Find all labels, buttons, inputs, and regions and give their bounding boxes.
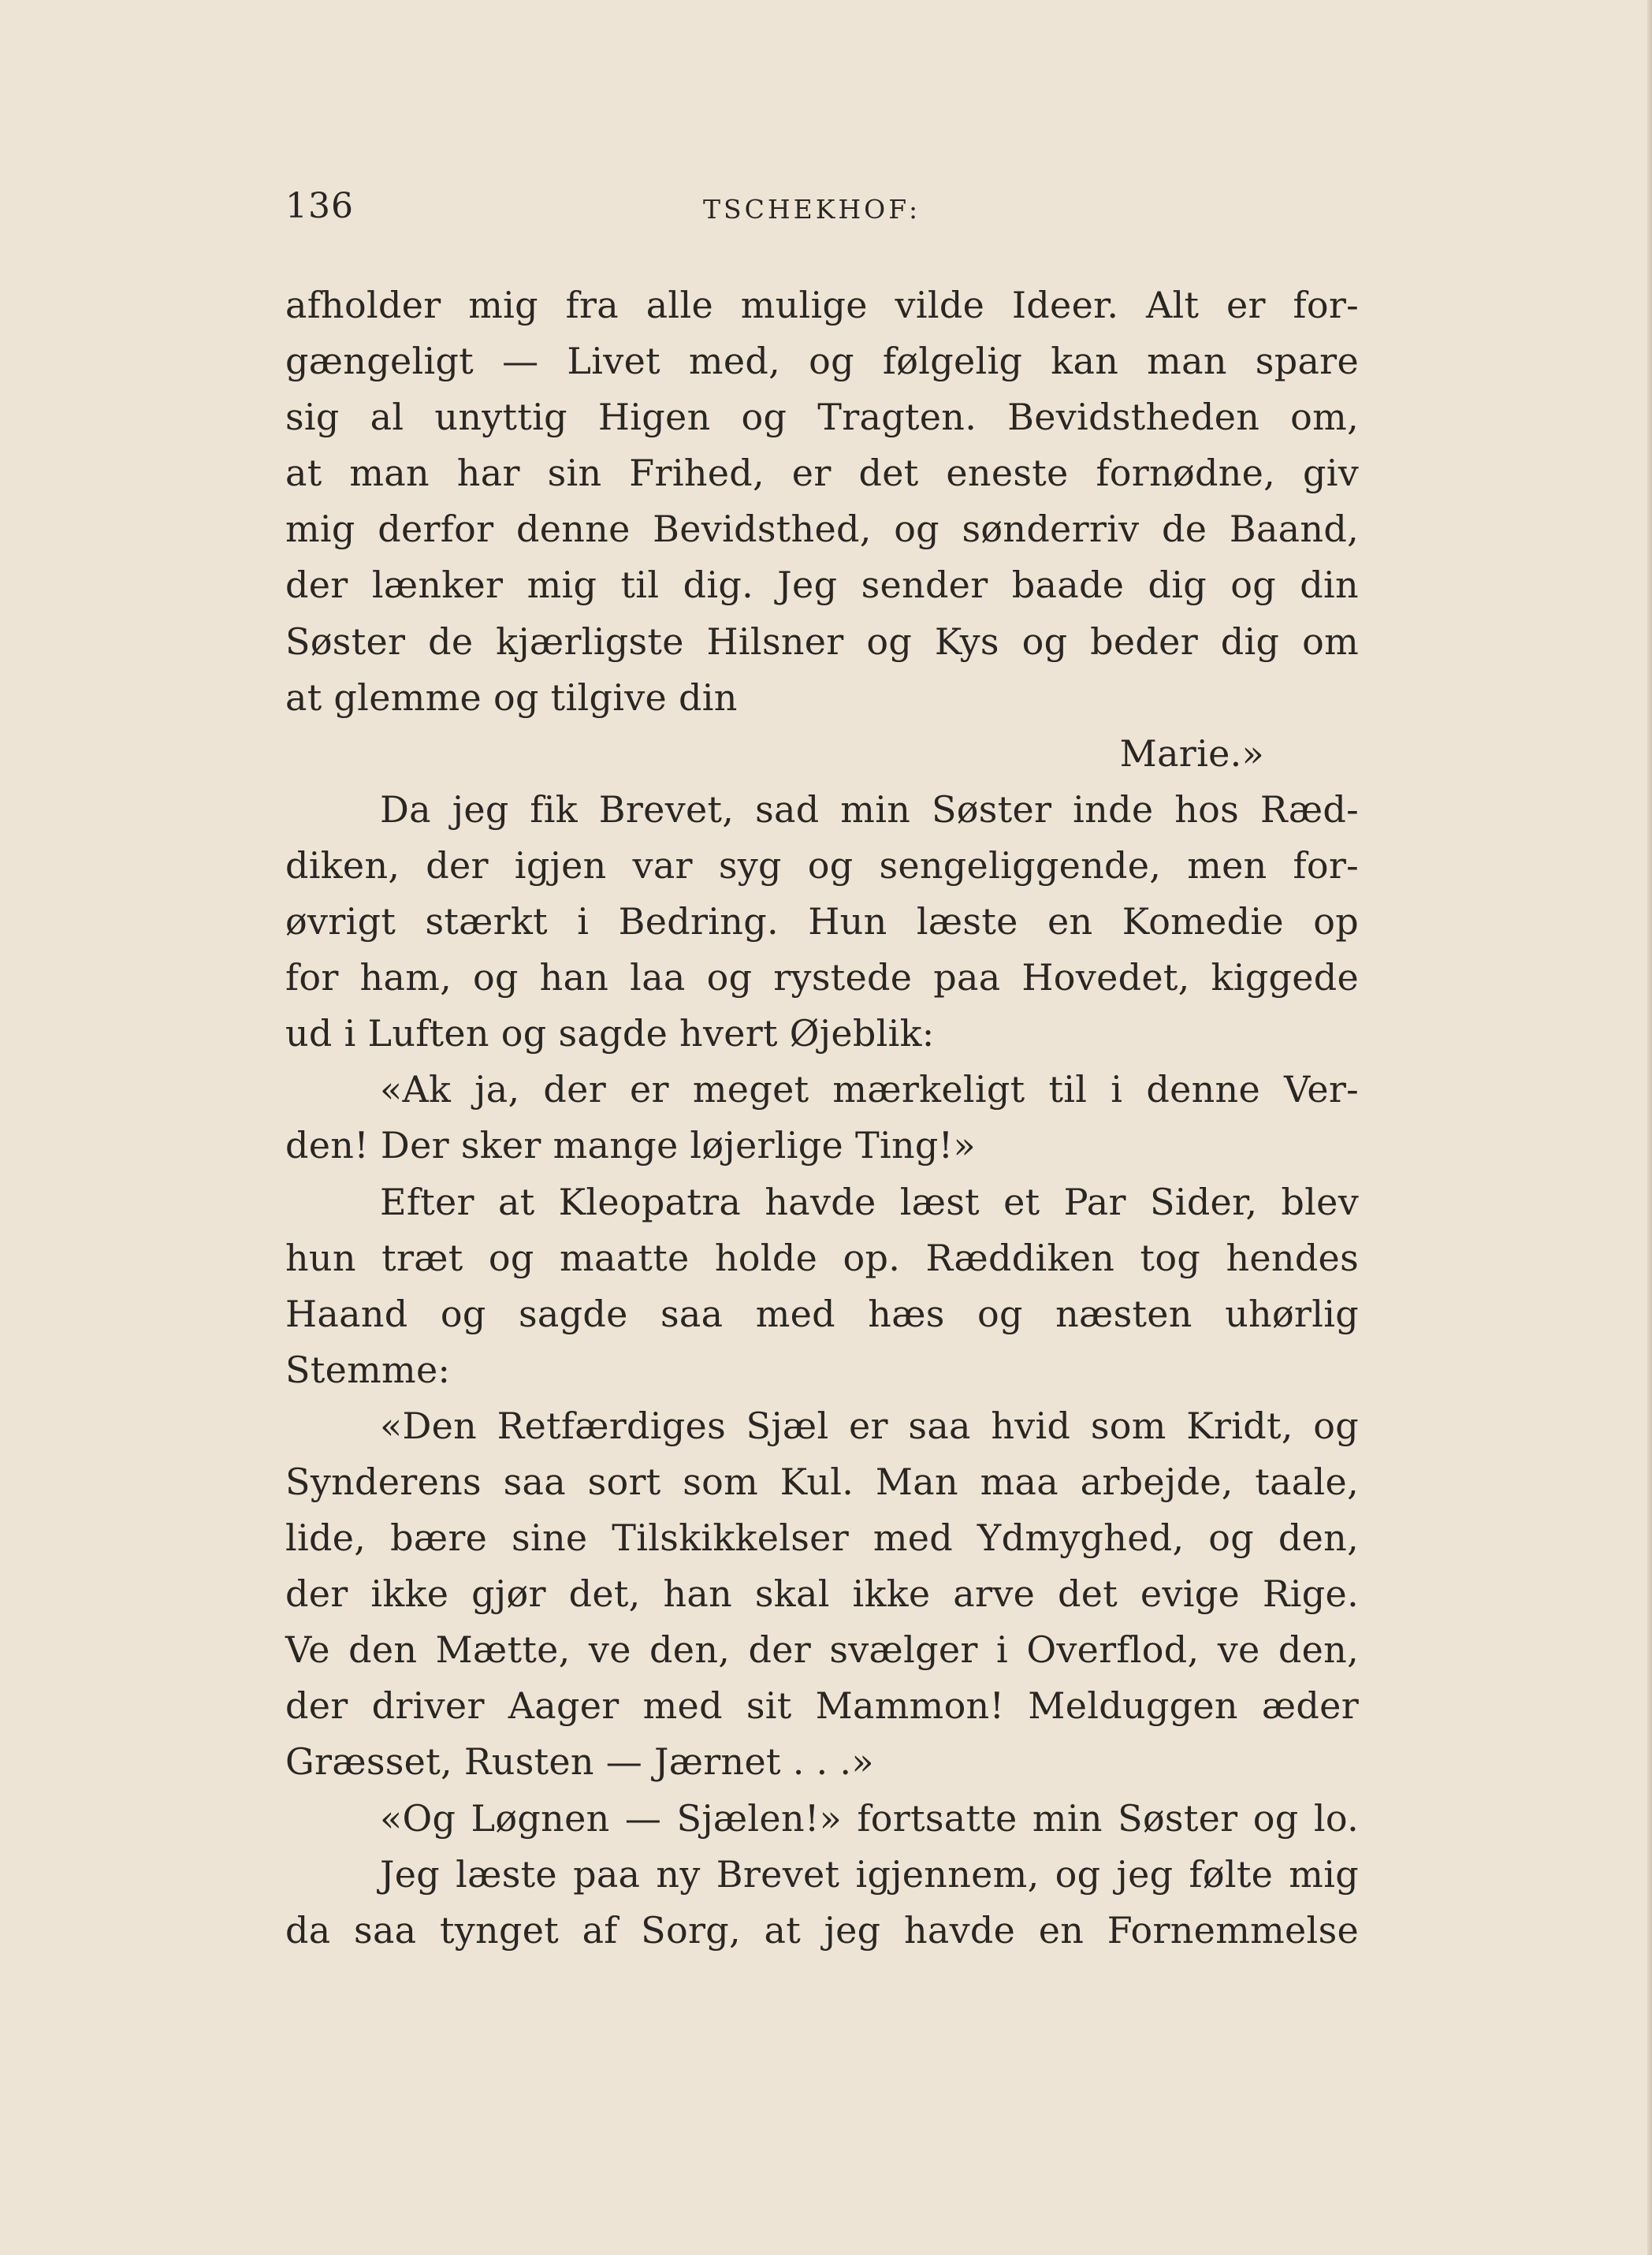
text-line: diken, der igjen var syg og sengeliggende, men for- — [285, 843, 1359, 887]
paragraph-start-line: Jeg læste paa ny Brevet igjennem, og jeg følte mig — [380, 1852, 1359, 1896]
page-number: 136 — [285, 186, 354, 226]
text-line: Søster de kjærligste Hilsner og Kys og beder dig om — [285, 620, 1359, 663]
text-line: der driver Aager med sit Mammon! Melduggen æder — [285, 1684, 1359, 1728]
text-line: sig al unyttig Higen og Tragten. Bevidstheden om, — [285, 396, 1359, 439]
text-line: lide, bære sine Tilskikkelser med Ydmyghed, og den, — [285, 1516, 1359, 1560]
text-line: hun træt og maatte holde op. Ræddiken tog hendes — [285, 1236, 1359, 1279]
paragraph-start-line: «Og Løgnen — Sjælen!» fortsatte min Søster og lo. — [380, 1796, 1359, 1840]
text-line: at man har sin Frihed, er det eneste fornødne, giv — [285, 452, 1359, 495]
running-head: TSCHEKHOF: — [703, 194, 921, 225]
text-line: gængeligt — Livet med, og følgelig kan man spare — [285, 340, 1359, 383]
paragraph-start-line: «Ak ja, der er meget mærkeligt til i denne Ver- — [380, 1068, 1359, 1111]
text-line: Stemme: — [285, 1348, 451, 1391]
page-edge — [1647, 0, 1652, 2255]
paragraph-start-line: «Den Retfærdiges Sjæl er saa hvid som Kridt, og — [380, 1404, 1359, 1447]
text-line: for ham, og han laa og rystede paa Hovedet, kiggede — [285, 956, 1359, 999]
page-header — [285, 183, 1359, 230]
text-line: Ve den Mætte, ve den, der svælger i Overflod, ve den, — [285, 1628, 1359, 1672]
text-line: mig derfor denne Bevidsthed, og sønderriv de Baand, — [285, 508, 1359, 551]
text-line: ud i Luften og sagde hvert Øjeblik: — [285, 1012, 935, 1055]
text-line: der ikke gjør det, han skal ikke arve det evige Rige. — [285, 1572, 1359, 1616]
body-text — [285, 277, 1359, 1959]
paragraph-start-line: Da jeg fik Brevet, sad min Søster inde hos Ræd- — [380, 787, 1359, 831]
paragraph-start-line: Efter at Kleopatra havde læst et Par Sider, blev — [380, 1180, 1359, 1223]
text-line: at glemme og tilgive din — [285, 675, 738, 719]
letter-signature: Marie.» — [1119, 731, 1264, 775]
text-line: Haand og sagde saa med hæs og næsten uhørlig — [285, 1292, 1359, 1335]
text-line: den! Der sker mange løjerlige Ting!» — [285, 1124, 976, 1167]
text-line: Græsset, Rusten — Jærnet . . .» — [285, 1740, 874, 1784]
text-line: der lænker mig til dig. Jeg sender baade dig og din — [285, 564, 1359, 607]
text-line: afholder mig fra alle mulige vilde Ideer. Alt er for- — [285, 284, 1359, 326]
text-line: da saa tynget af Sorg, at jeg havde en Fornemmelse — [285, 1908, 1359, 1952]
text-line: øvrigt stærkt i Bedring. Hun læste en Komedie op — [285, 900, 1359, 943]
text-line: Synderens saa sort som Kul. Man maa arbejde, taale, — [285, 1460, 1359, 1503]
